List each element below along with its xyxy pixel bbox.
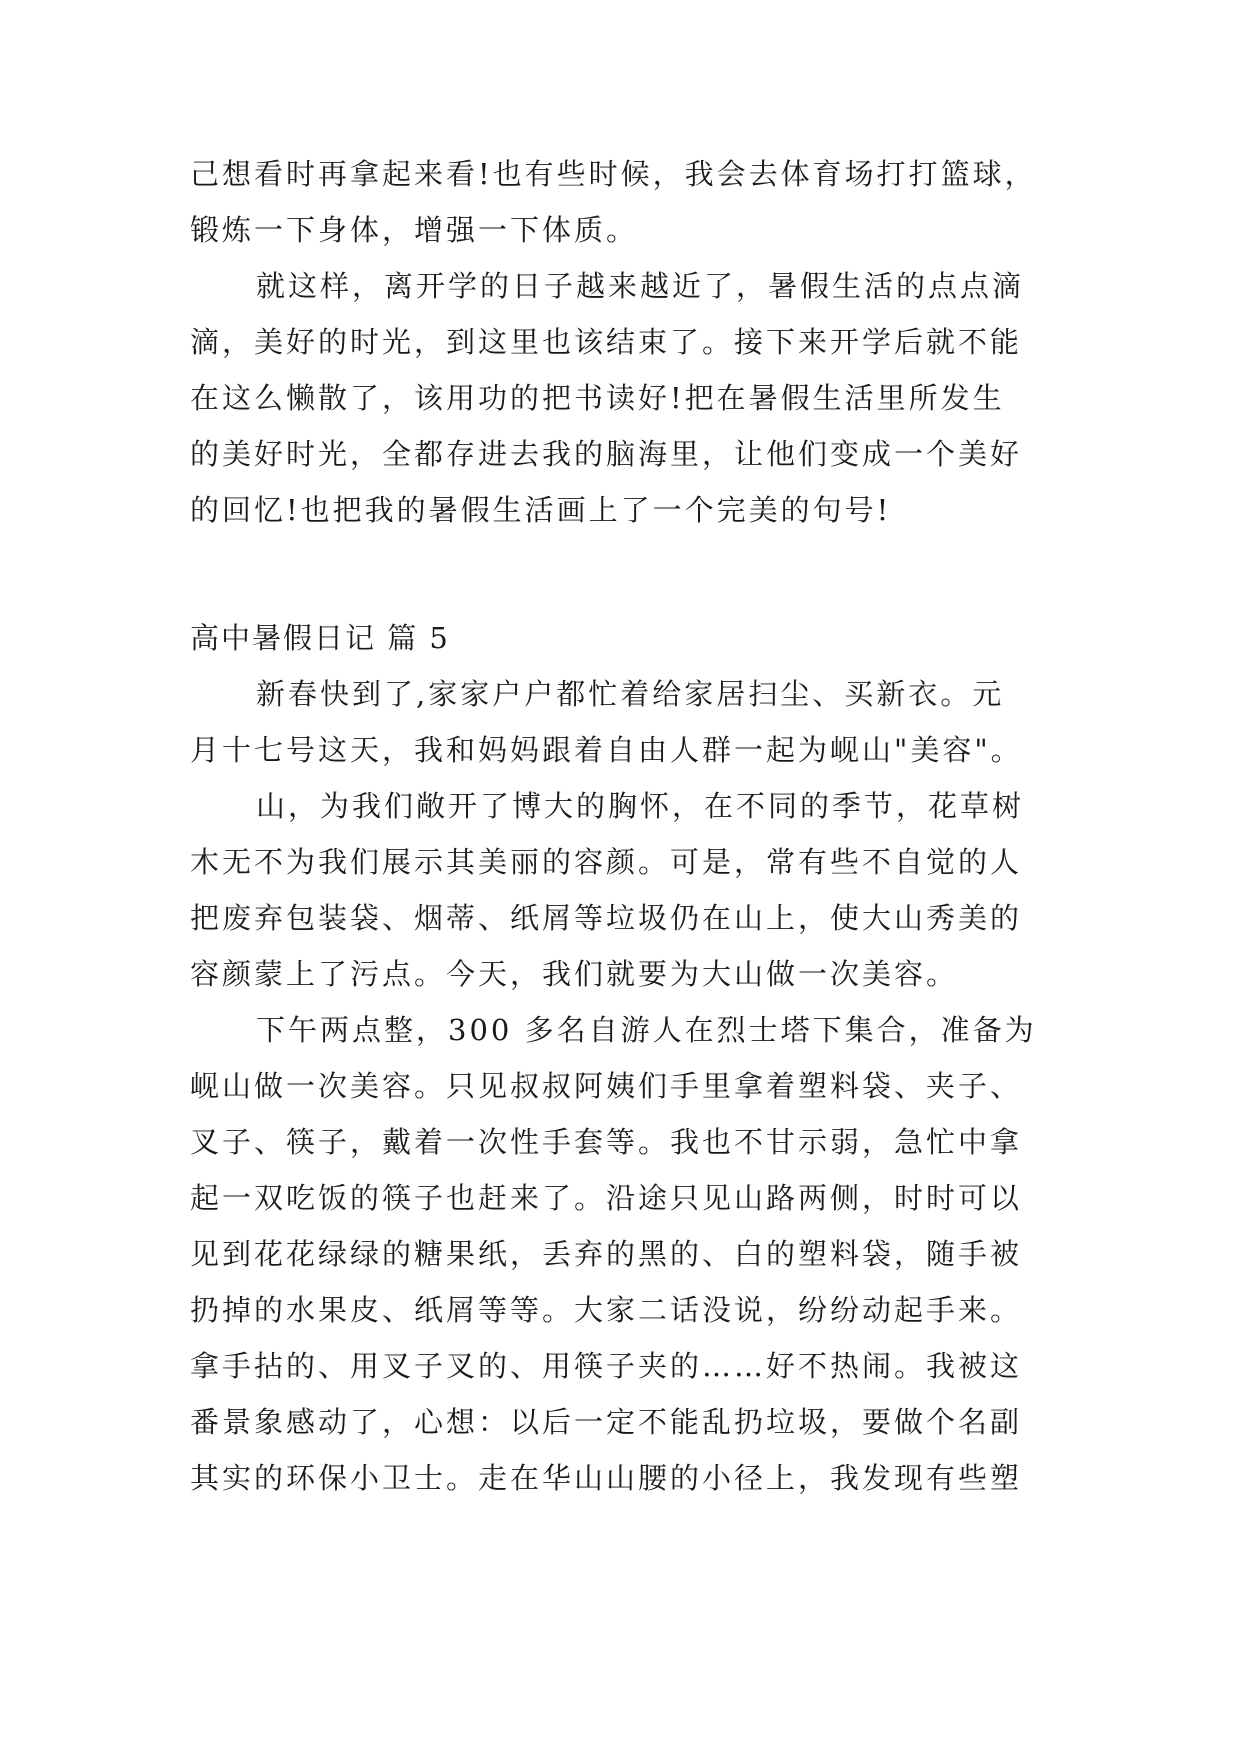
text-line: 起一双吃饭的筷子也赶来了。沿途只见山路两侧，时时可以: [190, 1181, 1023, 1215]
text-line: 就这样，离开学的日子越来越近了，暑假生活的点点滴: [256, 269, 1025, 303]
text-line: 拿手拈的、用叉子叉的、用筷子夹的……好不热闹。我被这: [190, 1349, 1023, 1383]
text-line: 叉子、筷子，戴着一次性手套等。我也不甘示弱，急忙中拿: [190, 1125, 1023, 1159]
text-line: 新春快到了,家家户户都忙着给家居扫尘、买新衣。元: [256, 677, 1005, 711]
text-line: 己想看时再拿起来看!也有些时候，我会去体育场打打篮球，: [190, 157, 1037, 191]
heading-text: 高中暑假日记 篇 5: [190, 621, 450, 655]
text-line: 扔掉的水果皮、纸屑等等。大家二话没说，纷纷动起手来。: [190, 1293, 1023, 1327]
text-line: 番景象感动了，心想：以后一定不能乱扔垃圾，要做个名副: [190, 1405, 1023, 1439]
text-line: 山，为我们敞开了博大的胸怀，在不同的季节，花草树: [256, 789, 1025, 823]
text-line: 月十七号这天，我和妈妈跟着自由人群一起为岘山"美容"。: [190, 733, 1023, 767]
text-line: 其实的环保小卫士。走在华山山腰的小径上，我发现有些塑: [190, 1461, 1023, 1495]
text-line: 锻炼一下身体，增强一下体质。: [190, 213, 639, 247]
text-line: 的回忆!也把我的暑假生活画上了一个完美的句号!: [190, 493, 892, 527]
text-line: 的美好时光，全都存进去我的脑海里，让他们变成一个美好: [190, 437, 1023, 471]
text-line: 滴，美好的时光，到这里也该结束了。接下来开学后就不能: [190, 325, 1023, 359]
text-line: 容颜蒙上了污点。今天，我们就要为大山做一次美容。: [190, 957, 959, 991]
text-line: 下午两点整，300 多名自游人在烈士塔下集合，准备为: [256, 1013, 1037, 1047]
text-line: 岘山做一次美容。只见叔叔阿姨们手里拿着塑料袋、夹子、: [190, 1069, 1023, 1103]
text-line: 在这么懒散了，该用功的把书读好!把在暑假生活里所发生: [190, 381, 1005, 415]
text-line: 木无不为我们展示其美丽的容颜。可是，常有些不自觉的人: [190, 845, 1023, 879]
text-line: 见到花花绿绿的糖果纸，丢弃的黑的、白的塑料袋，随手被: [190, 1237, 1023, 1271]
text-line: 把废弃包装袋、烟蒂、纸屑等垃圾仍在山上，使大山秀美的: [190, 901, 1023, 935]
